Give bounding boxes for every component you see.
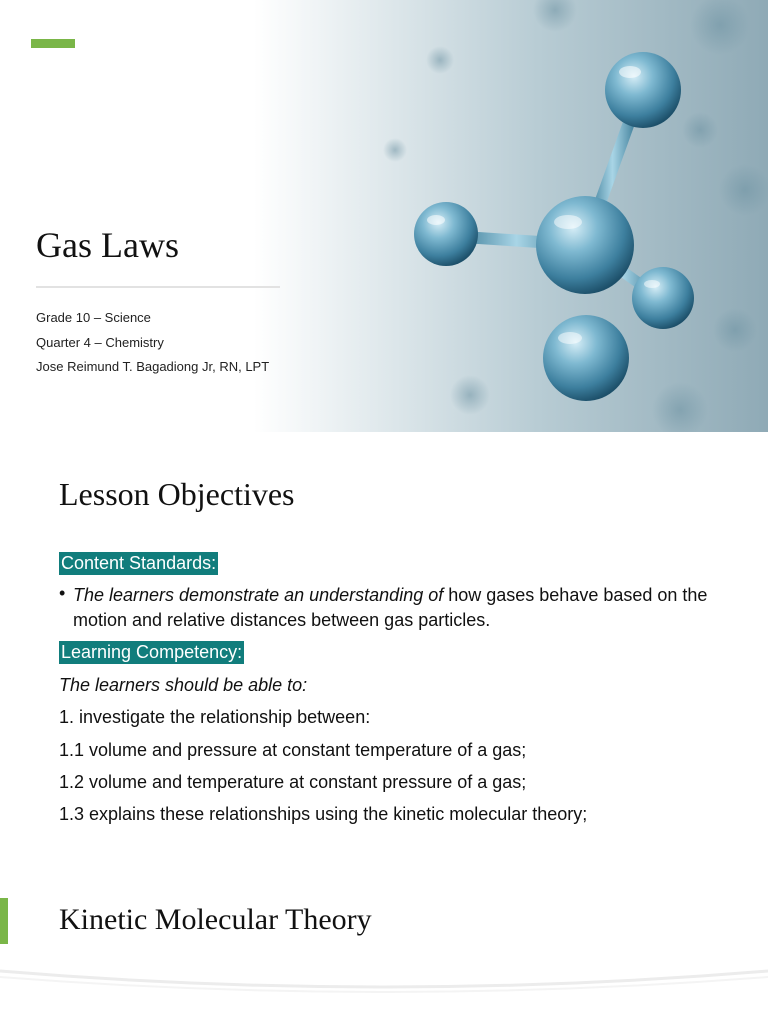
objectives-body — [59, 551, 739, 835]
learning-competency-label: Learning Competency: — [61, 642, 243, 663]
content-standard-text: how gases behave based on the motion and relative distances between gas particles. — [73, 585, 708, 630]
kmt-title: Kinetic Molecular Theory — [59, 903, 372, 936]
competency-item: 1. investigate the relationship between: — [59, 707, 371, 728]
title-divider — [36, 286, 280, 288]
content-standard-item — [59, 583, 739, 640]
subtitle-author: Jose Reimund T. Bagadiong Jr, RN, LPT — [36, 359, 270, 374]
competency-item: 1.3 explains these relationships using the kinetic molecular theory; — [59, 804, 588, 825]
content-standards-label: Content Standards: — [61, 553, 217, 573]
competency-item: 1.1 volume and pressure at constant temperature of a gas; — [59, 739, 527, 760]
title-slide — [0, 0, 768, 432]
subtitle-list — [36, 309, 269, 383]
competency-item: 1.2 volume and temperature at constant pressure of a gas; — [59, 771, 527, 792]
content-standard-italic: The learners demonstrate an understanding of — [73, 585, 444, 606]
decorative-curve — [0, 963, 768, 1003]
objectives-slide — [0, 432, 768, 848]
subtitle-quarter: Quarter 4 – Chemistry — [36, 334, 164, 350]
subtitle-grade: Grade 10 – Science — [36, 310, 151, 325]
objectives-title: Lesson Objectives — [59, 476, 295, 512]
bullet-icon: • — [59, 583, 66, 604]
accent-bar — [31, 39, 75, 48]
kmt-slide — [0, 848, 768, 1024]
side-accent-bar — [0, 898, 8, 944]
slide-title: Gas Laws — [36, 225, 179, 265]
competency-intro: The learners should be able to: — [59, 674, 308, 695]
